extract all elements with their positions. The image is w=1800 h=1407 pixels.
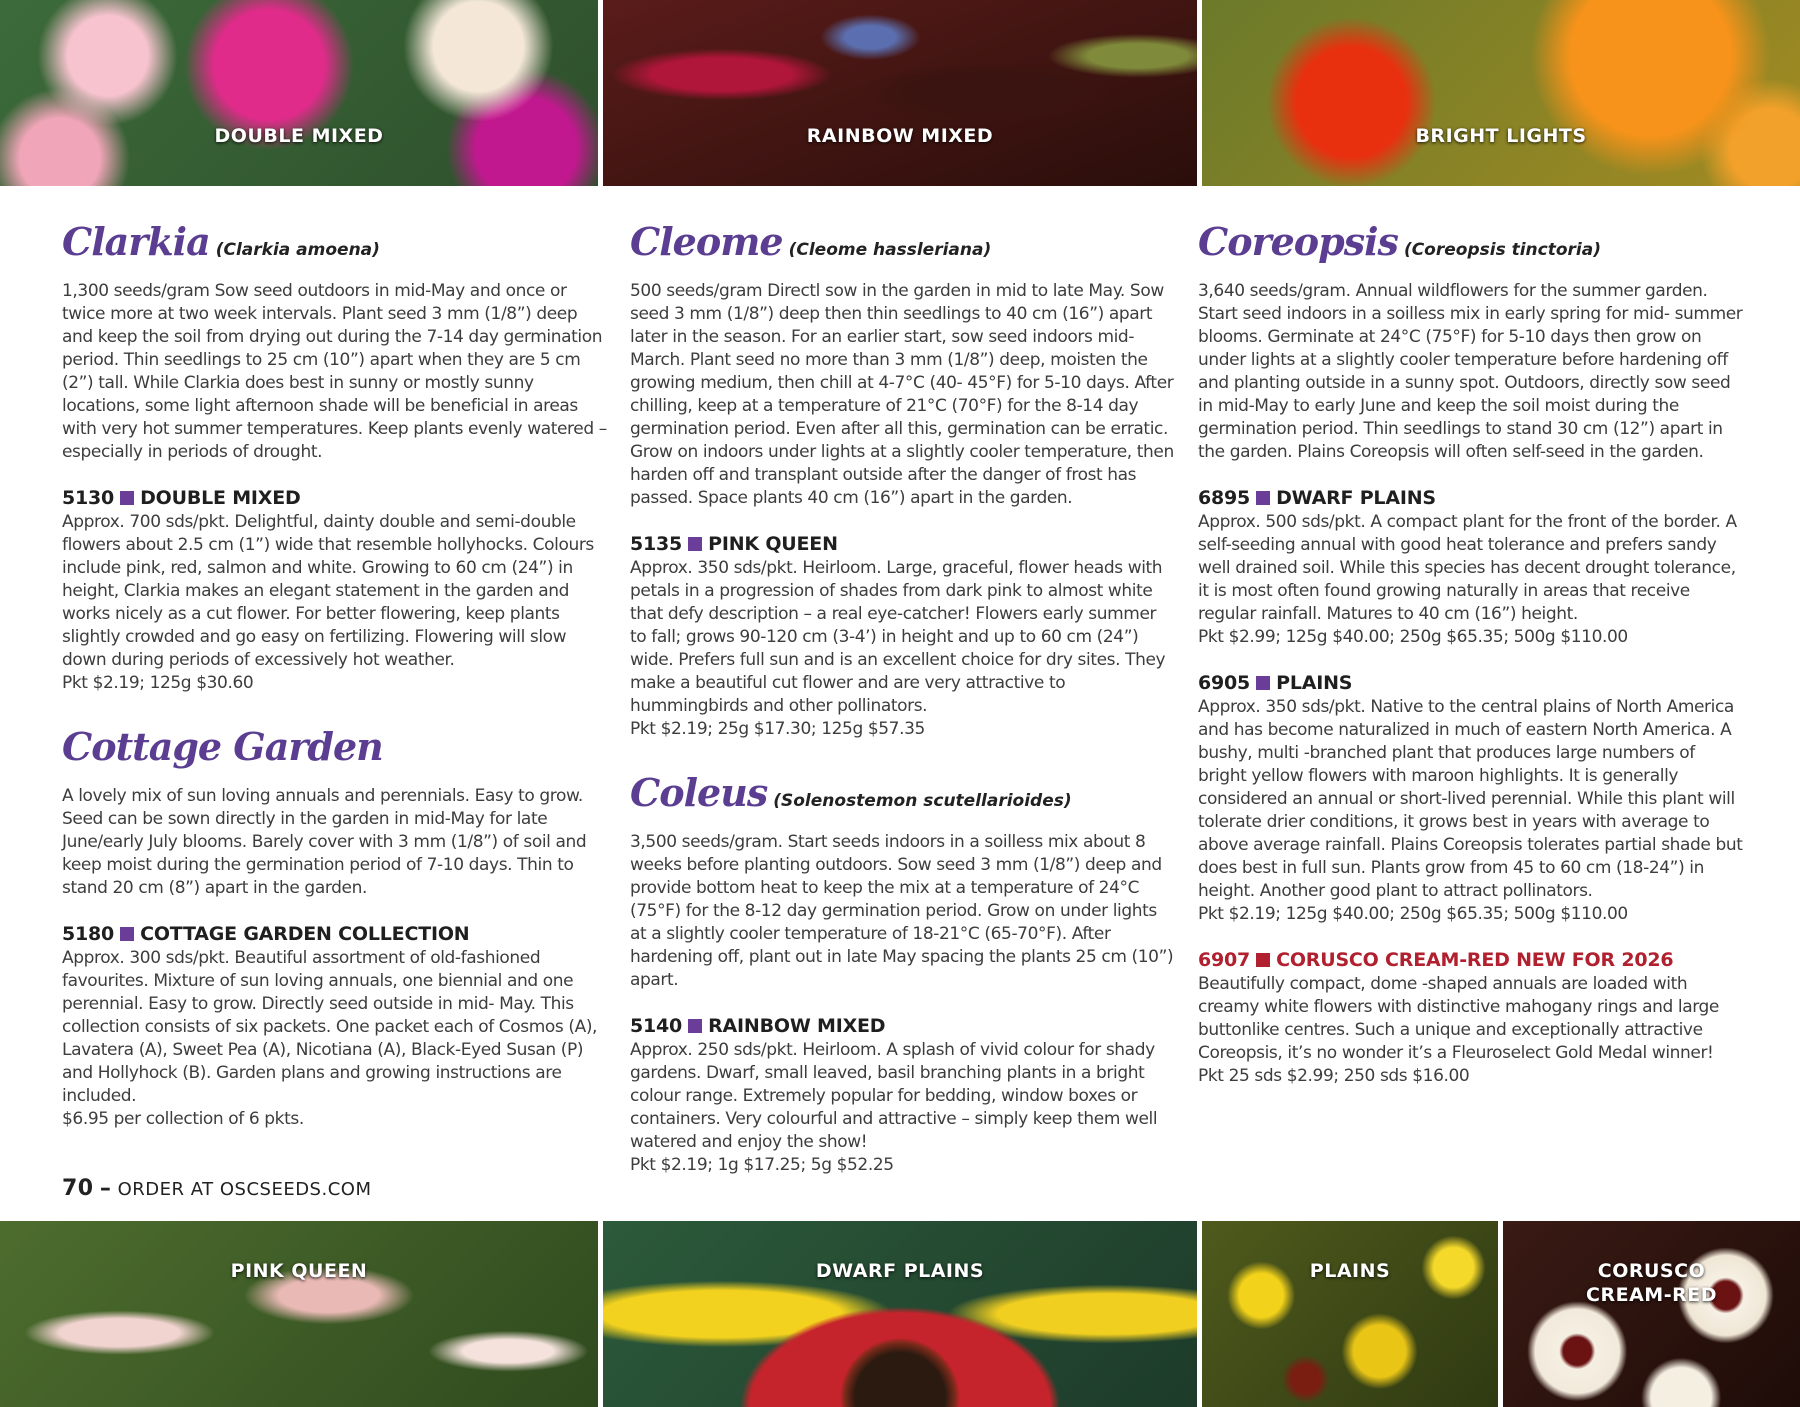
photo-pink-queen — [0, 1221, 598, 1407]
square-bullet-icon — [688, 537, 702, 551]
product-price: $6.95 per collection of 6 pkts. — [62, 1109, 304, 1129]
photo-label: CORUSCO CREAM-RED — [1586, 1260, 1717, 1306]
section-heading — [630, 771, 1175, 823]
product-description: Beautifully compact, dome -shaped annuals are loaded with creamy white flowers with distinctive mahogany rings and large buttonlike centres. Such a unique and exceptionally attractive Coreopsis, it’s no wonder it’s a Fleuroselect Gold Medal winner! — [1198, 974, 1719, 1063]
footer-separator: – — [99, 1176, 112, 1201]
product-code: 6907 — [1198, 949, 1251, 971]
photo-rainbow-mixed — [603, 0, 1197, 186]
section-intro: 3,500 seeds/gram. Start seeds indoors in a soilless mix about 8 weeks before planting outdoors. Sow seed 3 mm (1/8”) deep and provide bottom heat to keep the mix at a temperature of 24°C (75°F) for the 8-12 day germination period. Grow on under lights at a slightly cooler temperature of 18-21°C (65-70°F). After hardening off, plant out in late May spacing the plants 25 cm (10”) apart. — [630, 832, 1174, 990]
square-bullet-icon — [688, 1019, 702, 1033]
product-name: CORUSCO CREAM-RED NEW FOR 2026 — [1276, 949, 1674, 971]
page-number: 70 — [62, 1176, 94, 1201]
product-heading — [1198, 948, 1743, 972]
photo-label: RAINBOW MIXED — [806, 125, 994, 147]
product-price: Pkt $2.19; 125g $30.60 — [62, 673, 254, 693]
product-description: Approx. 250 sds/pkt. Heirloom. A splash of vivid colour for shady gardens. Dwarf, small leaved, basil branching plants in a bright colour range. Extremely popular for bedding, window boxes or containers. Very colourful and attractive – simply keep them well watered and enjoy the show! — [630, 1040, 1158, 1152]
square-bullet-icon — [1256, 491, 1270, 505]
product-price: Pkt $2.19; 125g $40.00; 250g $65.35; 500g $110.00 — [1198, 904, 1628, 924]
section-heading — [62, 220, 607, 272]
product-description: Approx. 300 sds/pkt. Beautiful assortment of old-fashioned favourites. Mixture of sun loving annuals, one biennial and one perennial. Easy to grow. Directly seed outside in mid- May. This collection consists of six packets. One packet each of Cosmos (A), Lavatera (A), Sweet Pea (A), Nicotiana (A), Black-Eyed Susan (P) and Hollyhock (B). Garden plans and growing instructions are included. — [62, 948, 598, 1106]
latin-name: (Coreopsis tinctoria) — [1403, 240, 1601, 260]
product-name: DWARF PLAINS — [1276, 487, 1436, 509]
product-description: Approx. 500 sds/pkt. A compact plant for the front of the border. A self-seeding annual with good heat tolerance and prefers sandy well drained soil. While this species has decent drought tolerance, it is most often found growing naturally in areas that receive regular rainfall. Matures to 40 cm (16”) height. — [1198, 512, 1737, 624]
product-code: 5180 — [62, 923, 115, 945]
product-code: 6905 — [1198, 672, 1251, 694]
page-footer — [62, 1176, 371, 1201]
product-name: PLAINS — [1276, 672, 1353, 694]
square-bullet-icon — [1256, 953, 1270, 967]
product-name: RAINBOW MIXED — [708, 1015, 886, 1037]
product-heading — [62, 922, 607, 946]
product-name: DOUBLE MIXED — [140, 487, 301, 509]
square-bullet-icon — [120, 491, 134, 505]
photo-label: BRIGHT LIGHTS — [1415, 125, 1587, 147]
product-item — [630, 532, 1175, 741]
product-description: Approx. 700 sds/pkt. Delightful, dainty double and semi-double flowers about 2.5 cm (1”) wide that resemble hollyhocks. Colours include pink, red, salmon and white. Growing to 60 cm (24”) in height, Clarkia makes an elegant statement in the garden and works nicely as a cut flower. For better flowering, keep plants slightly crowded and go easy on fertilizing. Flowering will slow down during periods of excessively hot weather. — [62, 512, 594, 670]
product-price: Pkt 25 sds $2.99; 250 sds $16.00 — [1198, 1066, 1470, 1086]
photo-label: DWARF PLAINS — [815, 1260, 985, 1282]
photo-label: PINK QUEEN — [230, 1260, 368, 1282]
section-cleome — [630, 220, 1175, 741]
product-code: 6895 — [1198, 487, 1251, 509]
product-code: 5140 — [630, 1015, 683, 1037]
product-price: Pkt $2.19; 1g $17.25; 5g $52.25 — [630, 1155, 894, 1175]
section-coleus — [630, 771, 1175, 1177]
section-coreopsis — [1198, 220, 1743, 1088]
product-name: COTTAGE GARDEN COLLECTION — [140, 923, 470, 945]
photo-plains — [1202, 1221, 1498, 1407]
photo-dwarf-plains — [603, 1221, 1197, 1407]
product-item — [630, 1014, 1175, 1177]
square-bullet-icon — [120, 927, 134, 941]
section-heading — [1198, 220, 1743, 272]
photo-label: DOUBLE MIXED — [214, 125, 384, 147]
product-item — [1198, 671, 1743, 926]
product-price: Pkt $2.19; 25g $17.30; 125g $57.35 — [630, 719, 925, 739]
photo-label: PLAINS — [1309, 1260, 1391, 1282]
column-right — [1198, 220, 1743, 1116]
section-intro: A lovely mix of sun loving annuals and perennials. Easy to grow. Seed can be sown directly in the garden in mid-May for late June/early July blooms. Barely cover with 3 mm (1/8”) of soil and keep moist during the germination period of 7-10 days. Thin to stand 20 cm (8”) apart in the garden. — [62, 786, 587, 898]
product-heading — [1198, 671, 1743, 695]
section-intro: 1,300 seeds/gram Sow seed outdoors in mid-May and once or twice more at two week intervals. Plant seed 3 mm (1/8”) deep and keep the soil from drying out during the 7-14 day germination period. Thin seedlings to 25 cm (10”) apart when they are 5 cm (2”) tall. While Clarkia does best in sunny or mostly sunny locations, some light afternoon shade will be beneficial in areas with very hot summer temperatures. Keep plants evenly watered – especially in periods of drought. — [62, 281, 607, 462]
product-item — [1198, 486, 1743, 649]
product-item-new — [1198, 948, 1743, 1088]
footer-link[interactable]: ORDER AT OSCSEEDS.COM — [117, 1179, 372, 1200]
product-heading — [630, 1014, 1175, 1038]
photo-corusco-cream-red — [1503, 1221, 1800, 1407]
section-heading — [630, 220, 1175, 272]
latin-name: (Solenostemon scutellarioides) — [773, 791, 1072, 811]
product-code: 5130 — [62, 487, 115, 509]
product-heading — [630, 532, 1175, 556]
genus-title: Coreopsis — [1198, 219, 1398, 264]
photo-double-mixed — [0, 0, 598, 186]
square-bullet-icon — [1256, 676, 1270, 690]
genus-title: Cleome — [630, 219, 783, 264]
column-left — [62, 220, 607, 1159]
product-price: Pkt $2.99; 125g $40.00; 250g $65.35; 500g $110.00 — [1198, 627, 1628, 647]
section-cottage-garden — [62, 725, 607, 1131]
section-heading — [62, 725, 607, 777]
section-intro: 3,640 seeds/gram. Annual wildflowers for the summer garden. Start seed indoors in a soilless mix in early spring for mid- summer blooms. Germinate at 24°C (75°F) for 5-10 days then grow on under lights at a slightly cooler temperature before hardening off and planting outside in a sunny spot. Outdoors, directly sow seed in mid-May to early June and keep the soil moist during the germination period. Thin seedlings to stand 30 cm (12”) apart in the garden. Plains Coreopsis will often self-seed in the garden. — [1198, 281, 1743, 462]
product-heading — [62, 486, 607, 510]
section-clarkia — [62, 220, 607, 695]
product-code: 5135 — [630, 533, 683, 555]
product-description: Approx. 350 sds/pkt. Native to the central plains of North America and has become naturalized in much of eastern North America. A bushy, multi -branched plant that produces large numbers of bright yellow flowers with maroon highlights. It is generally considered an annual or short-lived perennial. While this plant will tolerate drier conditions, it grows best in years with average to above average rainfall. Plains Coreopsis tolerates partial shade but does best in full sun. Plants grow from 45 to 60 cm (18-24”) in height. Another good plant to attract pollinators. — [1198, 697, 1743, 901]
genus-title: Cottage Garden — [62, 724, 383, 769]
product-item — [62, 486, 607, 695]
product-name: PINK QUEEN — [708, 533, 838, 555]
genus-title: Clarkia — [62, 219, 210, 264]
product-heading — [1198, 486, 1743, 510]
genus-title: Coleus — [630, 770, 768, 815]
column-middle — [630, 220, 1175, 1205]
latin-name: (Clarkia amoena) — [215, 240, 380, 260]
photo-bright-lights — [1202, 0, 1800, 186]
product-item — [62, 922, 607, 1131]
product-description: Approx. 350 sds/pkt. Heirloom. Large, graceful, flower heads with petals in a progression of shades from dark pink to almost white that defy description – a real eye-catcher! Flowers early summer to fall; grows 90-120 cm (3-4’) in height and up to 60 cm (24”) wide. Prefers full sun and is an excellent choice for dry sites. They make a beautiful cut flower and are very attractive to hummingbirds and other pollinators. — [630, 558, 1166, 716]
latin-name: (Cleome hassleriana) — [788, 240, 992, 260]
section-intro: 500 seeds/gram Directl sow in the garden in mid to late May. Sow seed 3 mm (1/8”) deep then thin seedlings to 40 cm (16”) apart later in the season. For an earlier start, sow seed indoors mid-March. Plant seed no more than 3 mm (1/8”) deep, moisten the growing medium, then chill at 4-7°C (40- 45°F) for 5-10 days. After chilling, keep at a temperature of 21°C (70°F) for the 8-14 day germination period. Even after all this, germination can be erratic. Grow on indoors under lights at a slightly cooler temperature, then harden off and transplant outside after the danger of frost has passed. Space plants 40 cm (16”) apart in the garden. — [630, 281, 1174, 508]
